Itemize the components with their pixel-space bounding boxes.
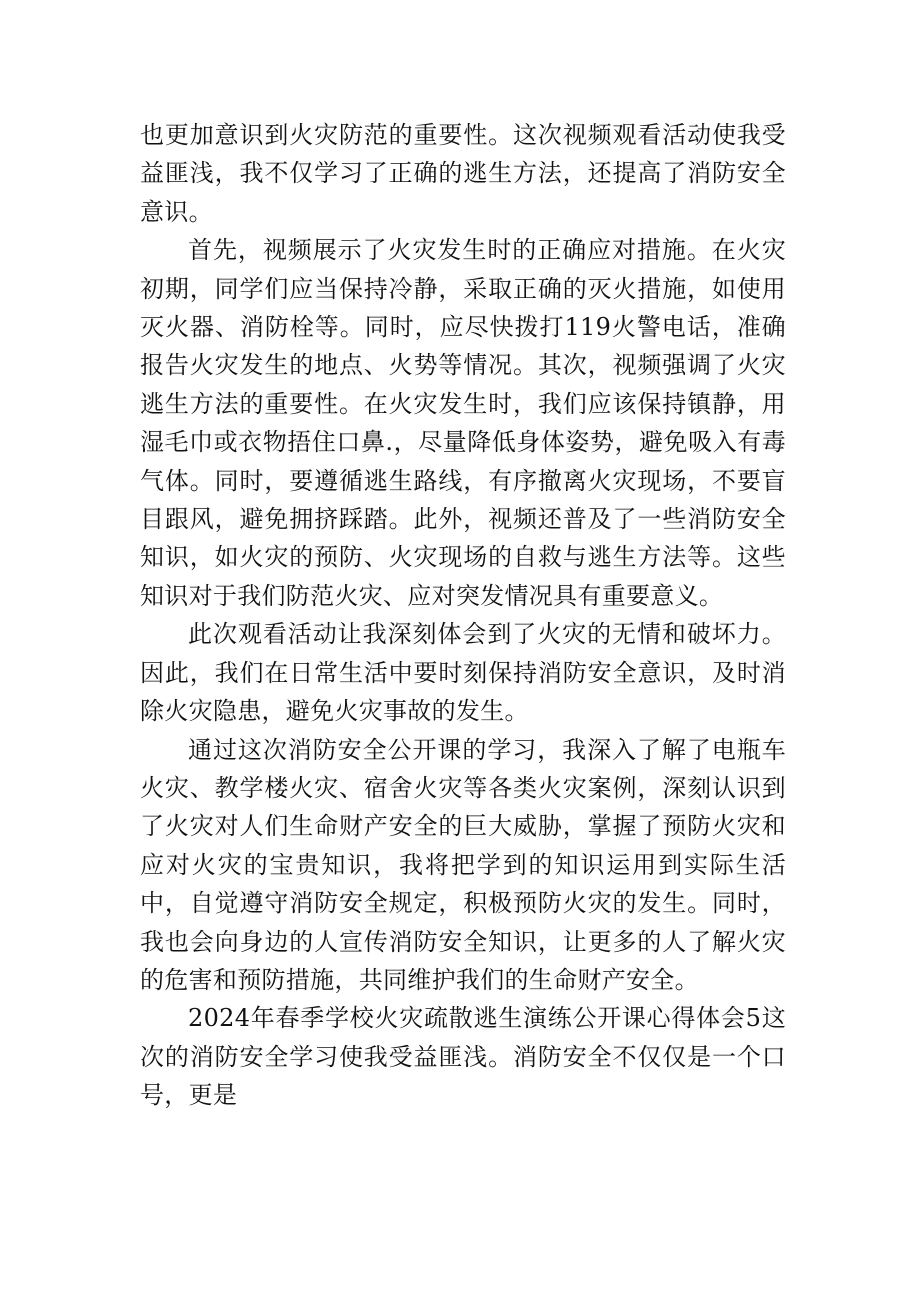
paragraph-heading-5: 2024年春季学校火灾疏散逃生演练公开课心得体会5这次的消防安全学习使我受益匪浅。消防安全不仅仅是一个口号，更是 xyxy=(140,1004,786,1110)
paragraph-video-measures: 首先，视频展示了火灾发生时的正确应对措施。在火灾初期，同学们应当保持冷静，采取正确的灭火措施，如使用灭火器、消防栓等。同时，应尽快拨打119火警电话，准确报告火灾发生的地点、火势等情况。其次，视频强调了火灾逃生方法的重要性。在火灾发生时，我们应该保持镇静，用湿毛巾或衣物捂住口鼻.，尽量降低身体姿势，避免吸入有毒气体。同时，要遵循逃生路线，有序撤离火灾现场，不要盲目跟风，避免拥挤踩踏。此外，视频还普及了一些消防安全知识，如火灾的预防、火灾现场的自救与逃生方法等。这些知识对于我们防范火灾、应对突发情况具有重要意义。 xyxy=(140,236,786,610)
paragraph-continuation: 也更加意识到火灾防范的重要性。这次视频观看活动使我受益匪浅，我不仅学习了正确的逃生方法，还提高了消防安全意识。 xyxy=(140,121,786,226)
paragraph-open-class: 通过这次消防安全公开课的学习，我深入了解了电瓶车火灾、教学楼火灾、宿舍火灾等各类火灾案例，深刻认识到了火灾对人们生命财产安全的巨大威胁，掌握了预防火灾和应对火灾的宝贵知识，我将把学到的知识运用到实际生活中，自觉遵守消防安全规定，积极预防火灾的发生。同时，我也会向身边的人宣传消防安全知识，让更多的人了解火灾的危害和预防措施，共同维护我们的生命财产安全。 xyxy=(140,735,786,994)
paragraph-reflection: 此次观看活动让我深刻体会到了火灾的无情和破坏力。因此，我们在日常生活中要时刻保持消防安全意识，及时消除火灾隐患，避免火灾事故的发生。 xyxy=(140,620,786,726)
document-body xyxy=(140,116,786,1115)
